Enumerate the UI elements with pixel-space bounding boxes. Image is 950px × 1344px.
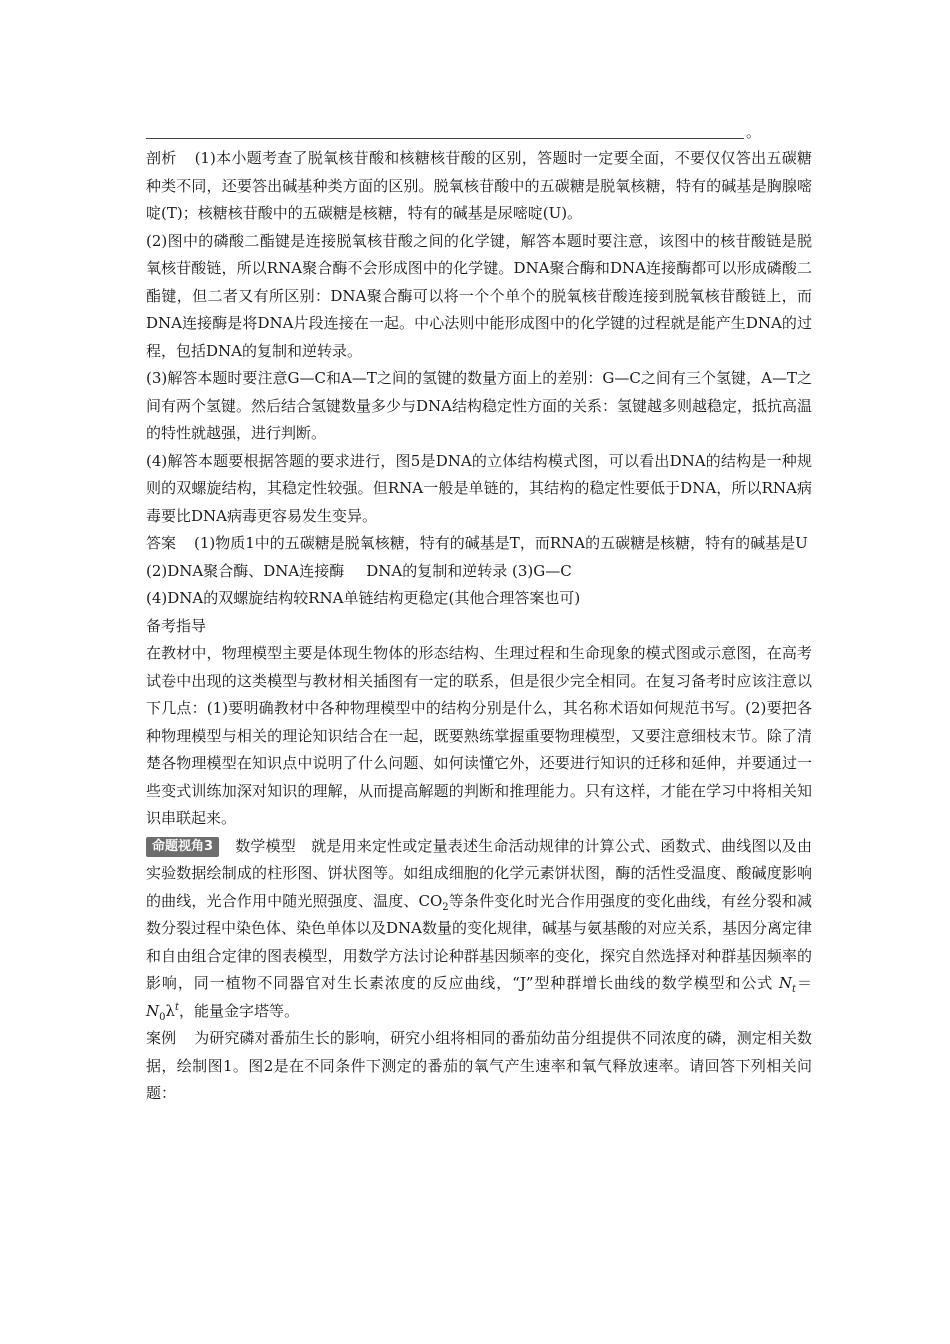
analysis-paragraph-2: (2)图中的磷酸二酯键是连接脱氧核苷酸之间的化学键，解答本题时要注意，该图中的核苷酸链是脱氧核苷酸链，所以RNA聚合酶不会形成图中的化学键。DNA聚合酶和DNA连接酶都可以形成磷酸二酯键，但二者又有所区别：DNA聚合酶可以将一个个单个的脱氧核苷酸连接到脱氧核苷酸链上，而DNA连接酶是将DNA片段连接在一起。中心法则中能形成图中的化学键的过程就是能产生DNA的过程，包括DNA的复制和逆转录。 [146,231,812,360]
section-badge: 命题视角3 [146,837,219,857]
guide-paragraph: 在教材中，物理模型主要是体现生物体的形态结构、生理过程和生命现象的模式图或示意图，在高考试卷中出现的这类模型与教材相关插图有一定的联系，但是很少完全相同。在复习备考时应该注意以下几点：(1)要明确教材中各种物理模型中的结构分别是什么，其名称术语如何规范书写。(2)要把各种物理模型与相关的理论知识结合在一起，既要熟练掌握重要物理模型，又要注意细枝末节。除了清楚各物理模型在知识点中说明了什么问题、如何读懂它外，还要进行知识的迁移和延伸，并要通过一些变式训练加深对知识的理解，从而提高解题的判断和推理能力。只有这样，才能在学习中将相关知识串联起来。 [146,644,812,827]
answer-blank-line [146,138,744,139]
answer-label: 答案 [146,534,177,552]
document-body [146,145,812,1108]
formula: $N_t=N_0\lambda^t$ [146,974,812,1023]
case-label: 案例 [146,1029,177,1047]
analysis-paragraph-1: 剖析 (1)本小题考查了脱氧核苷酸和核糖核苷酸的区别，答题时一定要全面，不要仅仅答出五碳糖种类不同，还要答出碱基种类方面的区别。脱氧核苷酸中的五碳糖是脱氧核糖，特有的碱基是胸腺嘧啶(T)；核糖核苷酸中的五碳糖是核糖，特有的碱基是尿嘧啶(U)。 [146,149,812,222]
answer-paragraph-3: (4)DNA的双螺旋结构较RNA单链结构更稳定(其他合理答案也可) [146,589,581,607]
case-paragraph: 案例 为研究磷对番茄生长的影响，研究小组将相同的番茄幼苗分组提供不同浓度的磷，测定相关数据，绘制图1。图2是在不同条件下测定的番茄的氧气产生速率和氧气释放速率。请回答下列相关问题： [146,1029,812,1102]
guide-title: 备考指导 [146,616,207,635]
analysis-paragraph-3: (3)解答本题时要注意G—C和A—T之间的氢键的数量方面上的差别：G—C之间有三个氢键，A—T之间有两个氢键。然后结合氢键数量多少与DNA结构稳定性方面的关系：氢键越多则越稳定，抵抗高温的特性就越强，进行判断。 [146,369,812,442]
analysis-label: 剖析 [146,149,177,167]
blank-period: 。 [746,123,762,141]
section3-paragraph: 命题视角3 数学模型 就是用来定性或定量表述生命活动规律的计算公式、函数式、曲线图以及由实验数据绘制成的柱形图、饼状图等。如组成细胞的化学元素饼状图，酶的活性受温度、酸碱度影响的曲线，光合作用中随光照强度、温度、$CO_2$等条件变化时光合作用强度的变化曲线，有丝分裂和减数分裂过程中染色体、染色单体以及DNA数量的变化规律，碱基与氨基酸的对应关系，基因分离定律和自由组合定律的图表模型，用数学方法讨论种群基因频率的变化，探究自然选择对种群基因频率的影响，同一植物不同器官对生长素浓度的反应曲线，“J”型种群增长曲线的数学模型和公式 $N_t=N_0\lambda^t$，能量金字塔等。 [146,836,812,1023]
answer-paragraph-2: (2)DNA聚合酶、DNA连接酶 DNA的复制和逆转录 (3)G—C [146,561,572,580]
analysis-paragraph-4: (4)解答本题要根据答题的要求进行，图5是DNA的立体结构模式图，可以看出DNA的结构是一种规则的双螺旋结构，其稳定性较强。但RNA一般是单链的，其结构的稳定性要低于DNA，所以RNA病毒要比DNA病毒更容易发生变异。 [146,451,812,525]
answer-paragraph-1: 答案 (1)物质1中的五碳糖是脱氧核糖，特有的碱基是T，而RNA的五碳糖是核糖，特有的碱基是U [146,534,808,552]
